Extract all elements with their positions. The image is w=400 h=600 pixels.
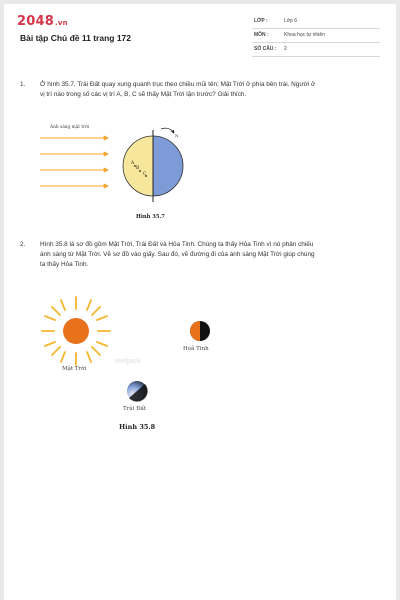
sunlight-arrows [40, 138, 108, 186]
meta-row-subject [252, 29, 380, 43]
meta-label: LỚP : [254, 18, 268, 24]
question-text [40, 80, 315, 100]
site-logo[interactable] [17, 14, 68, 29]
mars-icon [189, 320, 211, 342]
meta-value: Lớp 6 [284, 18, 298, 24]
figure-35-7 [36, 116, 196, 226]
rotation-label: N [175, 133, 179, 138]
earth-icon [126, 380, 148, 402]
meta-value: 2 [284, 46, 287, 52]
meta-row-count [252, 43, 380, 57]
question-line: ánh sáng từ Mặt Trời. Vẽ sơ đồ vào giấy. Sau đó, vẽ đường đi của ánh sáng Mặt Trời giúp chúng [40, 250, 315, 258]
mars-label: Hoả Tinh [183, 346, 209, 352]
question-number: 2. [20, 241, 26, 248]
question-text [40, 240, 315, 270]
page-title: Bài tập Chủ đề 11 trang 172 [20, 33, 132, 43]
question-line: vị trí nào trong số các vị trí A, B, C sẽ thấy Mặt Trời lặn trước? Giải thích. [40, 90, 247, 98]
logo-main-text: 2048 [17, 14, 54, 29]
meta-value: Khoa học tự nhiên [284, 32, 325, 38]
sunlight-label: Ánh sáng mặt trời [50, 125, 90, 130]
sun-label: Mặt Trời [62, 366, 87, 372]
question-line: Hình 35.8 là sơ đồ gồm Mặt Trời, Trái Đất và Hỏa Tinh. Chúng ta thấy Hỏa Tinh vì nó phản chiếu [40, 241, 314, 248]
point-label-b: B [136, 166, 140, 171]
earth-label: Trái Đất [123, 406, 147, 412]
earth-globe [123, 130, 183, 202]
figure-caption-35-8: Hình 35.8 [119, 423, 156, 431]
watermark: vietjack [115, 358, 141, 365]
meta-row-class [252, 15, 380, 29]
figure-caption-35-7: Hình 35.7 [136, 214, 165, 220]
logo-suffix-text: .vn [54, 19, 68, 27]
point-label-a: A [131, 161, 135, 166]
question-number: 1. [20, 81, 26, 88]
point-label-c: C [143, 172, 147, 177]
meta-label: MÔN : [254, 32, 269, 38]
question-line: Ở hình 35.7, Trái Đất quay xung quanh trục theo chiều mũi tên; Mặt Trời ở phía bên trái. Người ở [40, 81, 316, 88]
sun-icon [40, 295, 112, 367]
question-line: ta thấy Hỏa Tinh. [40, 260, 89, 268]
rotation-arrow [161, 128, 174, 133]
meta-label: SỐ CÂU : [254, 46, 277, 52]
